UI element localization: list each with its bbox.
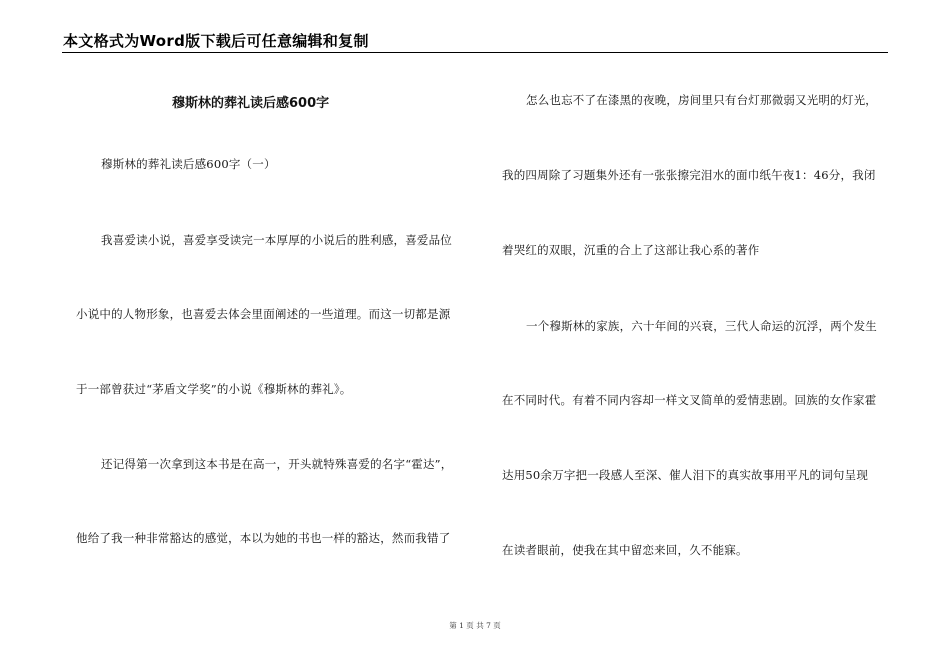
left-paragraph-line: 小说中的人物形象，也喜爱去体会里面阐述的一些道理。而这一切都是源 (76, 307, 451, 321)
page-number: 第 1 页 共 7 页 (449, 621, 501, 630)
right-paragraph-line: 在不同时代。有着不同内容却一样文叉简单的爱情悲剧。回族的女作家霍 (502, 393, 877, 407)
page-header: 本文格式为Word版下载后可任意编辑和复制 (63, 32, 369, 50)
right-paragraph-line: 着哭红的双眼，沉重的合上了这部让我心系的著作 (502, 243, 760, 257)
left-paragraph-line: 穆斯林的葬礼读后感600字（一） (101, 157, 276, 171)
header-divider (62, 52, 888, 53)
left-paragraph-line: 他给了我一种非常豁达的感觉，本以为她的书也一样的豁达，然而我错了 (76, 531, 451, 545)
right-paragraph-line: 我的四周除了习题集外还有一张张擦完泪水的面巾纸午夜1：46分，我闭 (502, 168, 876, 182)
right-paragraph-line: 一个穆斯林的家族，六十年间的兴衰，三代人命运的沉浮，两个发生 (526, 319, 877, 333)
left-paragraph-line: 我喜爱读小说，喜爱享受读完一本厚厚的小说后的胜利感，喜爱品位 (101, 233, 452, 247)
left-paragraph-line: 还记得第一次拿到这本书是在高一，开头就特殊喜爱的名字“霍达”， (101, 457, 453, 471)
right-paragraph-line: 达用50余万字把一段感人至深、催人泪下的真实故事用平凡的词句呈现 (502, 468, 869, 482)
document-title: 穆斯林的葬礼读后感600字 (172, 96, 330, 111)
right-paragraph-line: 怎么也忘不了在漆黑的夜晚，房间里只有台灯那微弱又光明的灯光， (526, 93, 877, 107)
left-paragraph-line: 于一部曾获过“茅盾文学奖”的小说《穆斯林的葬礼》。 (76, 382, 352, 396)
right-paragraph-line: 在读者眼前，使我在其中留恋来回，久不能寐。 (502, 543, 748, 557)
